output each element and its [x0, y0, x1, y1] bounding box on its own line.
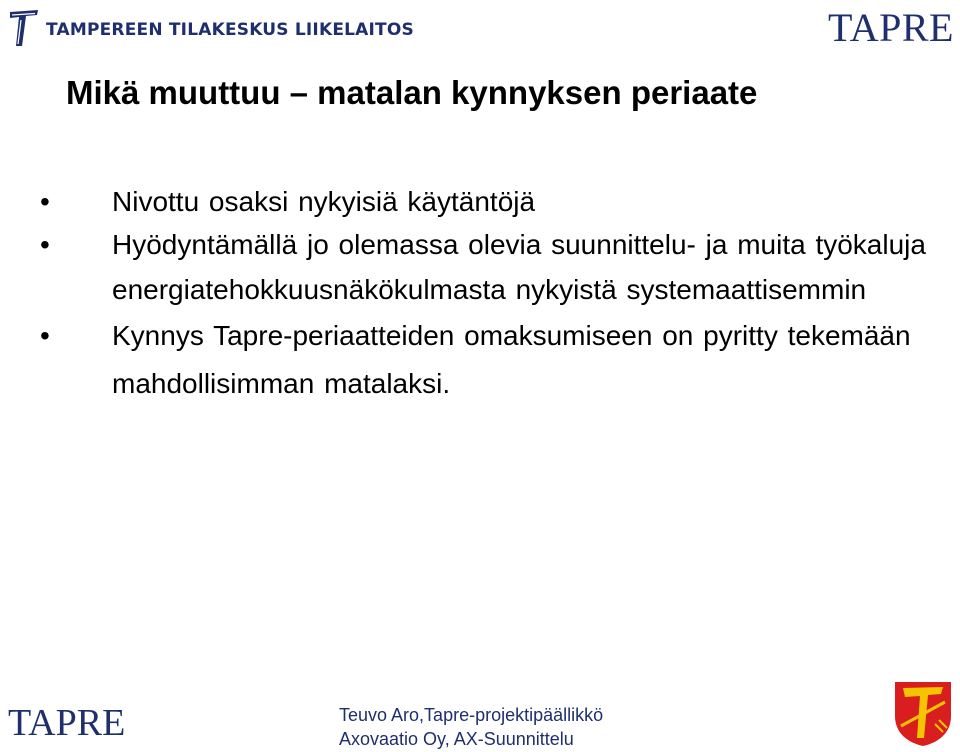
footer-company-line: Axovaatio Oy, AX-Suunnittelu — [339, 729, 574, 749]
bullet-dot-icon: • — [40, 229, 50, 260]
bullet-item — [40, 312, 940, 408]
bullet-text: Kynnys Tapre-periaatteiden omaksumiseen on pyritty tekemään mahdollisimman matalaksi. — [112, 320, 911, 399]
footer-credits — [339, 703, 603, 751]
bullet-list — [40, 182, 940, 416]
bullet-item — [40, 222, 940, 312]
bullet-dot-icon: • — [40, 320, 50, 351]
tampere-t-icon — [6, 6, 42, 50]
bullet-text: Nivottu osaksi nykyisiä käytäntöjä — [112, 186, 536, 217]
slide-title: Mikä muuttuu – matalan kynnyksen periaate — [66, 74, 758, 111]
bullet-dot-icon: • — [40, 186, 50, 217]
bullet-item — [40, 182, 940, 222]
tampere-crest-icon — [893, 680, 953, 748]
brand-wordmark-top: TAPRE — [828, 5, 954, 50]
brand-wordmark-bottom: TAPRE — [8, 702, 126, 744]
org-logo — [6, 6, 414, 50]
bullet-text: Hyödyntämällä jo olemassa olevia suunnittelu- ja muita työkaluja energiatehokkuusnäkökulmasta nykyistä systemaattisemmin — [112, 229, 926, 305]
footer-author-line: Teuvo Aro,Tapre-projektipäällikkö — [339, 705, 604, 725]
org-name: TAMPEREEN TILAKESKUS LIIKELAITOS — [46, 20, 414, 40]
